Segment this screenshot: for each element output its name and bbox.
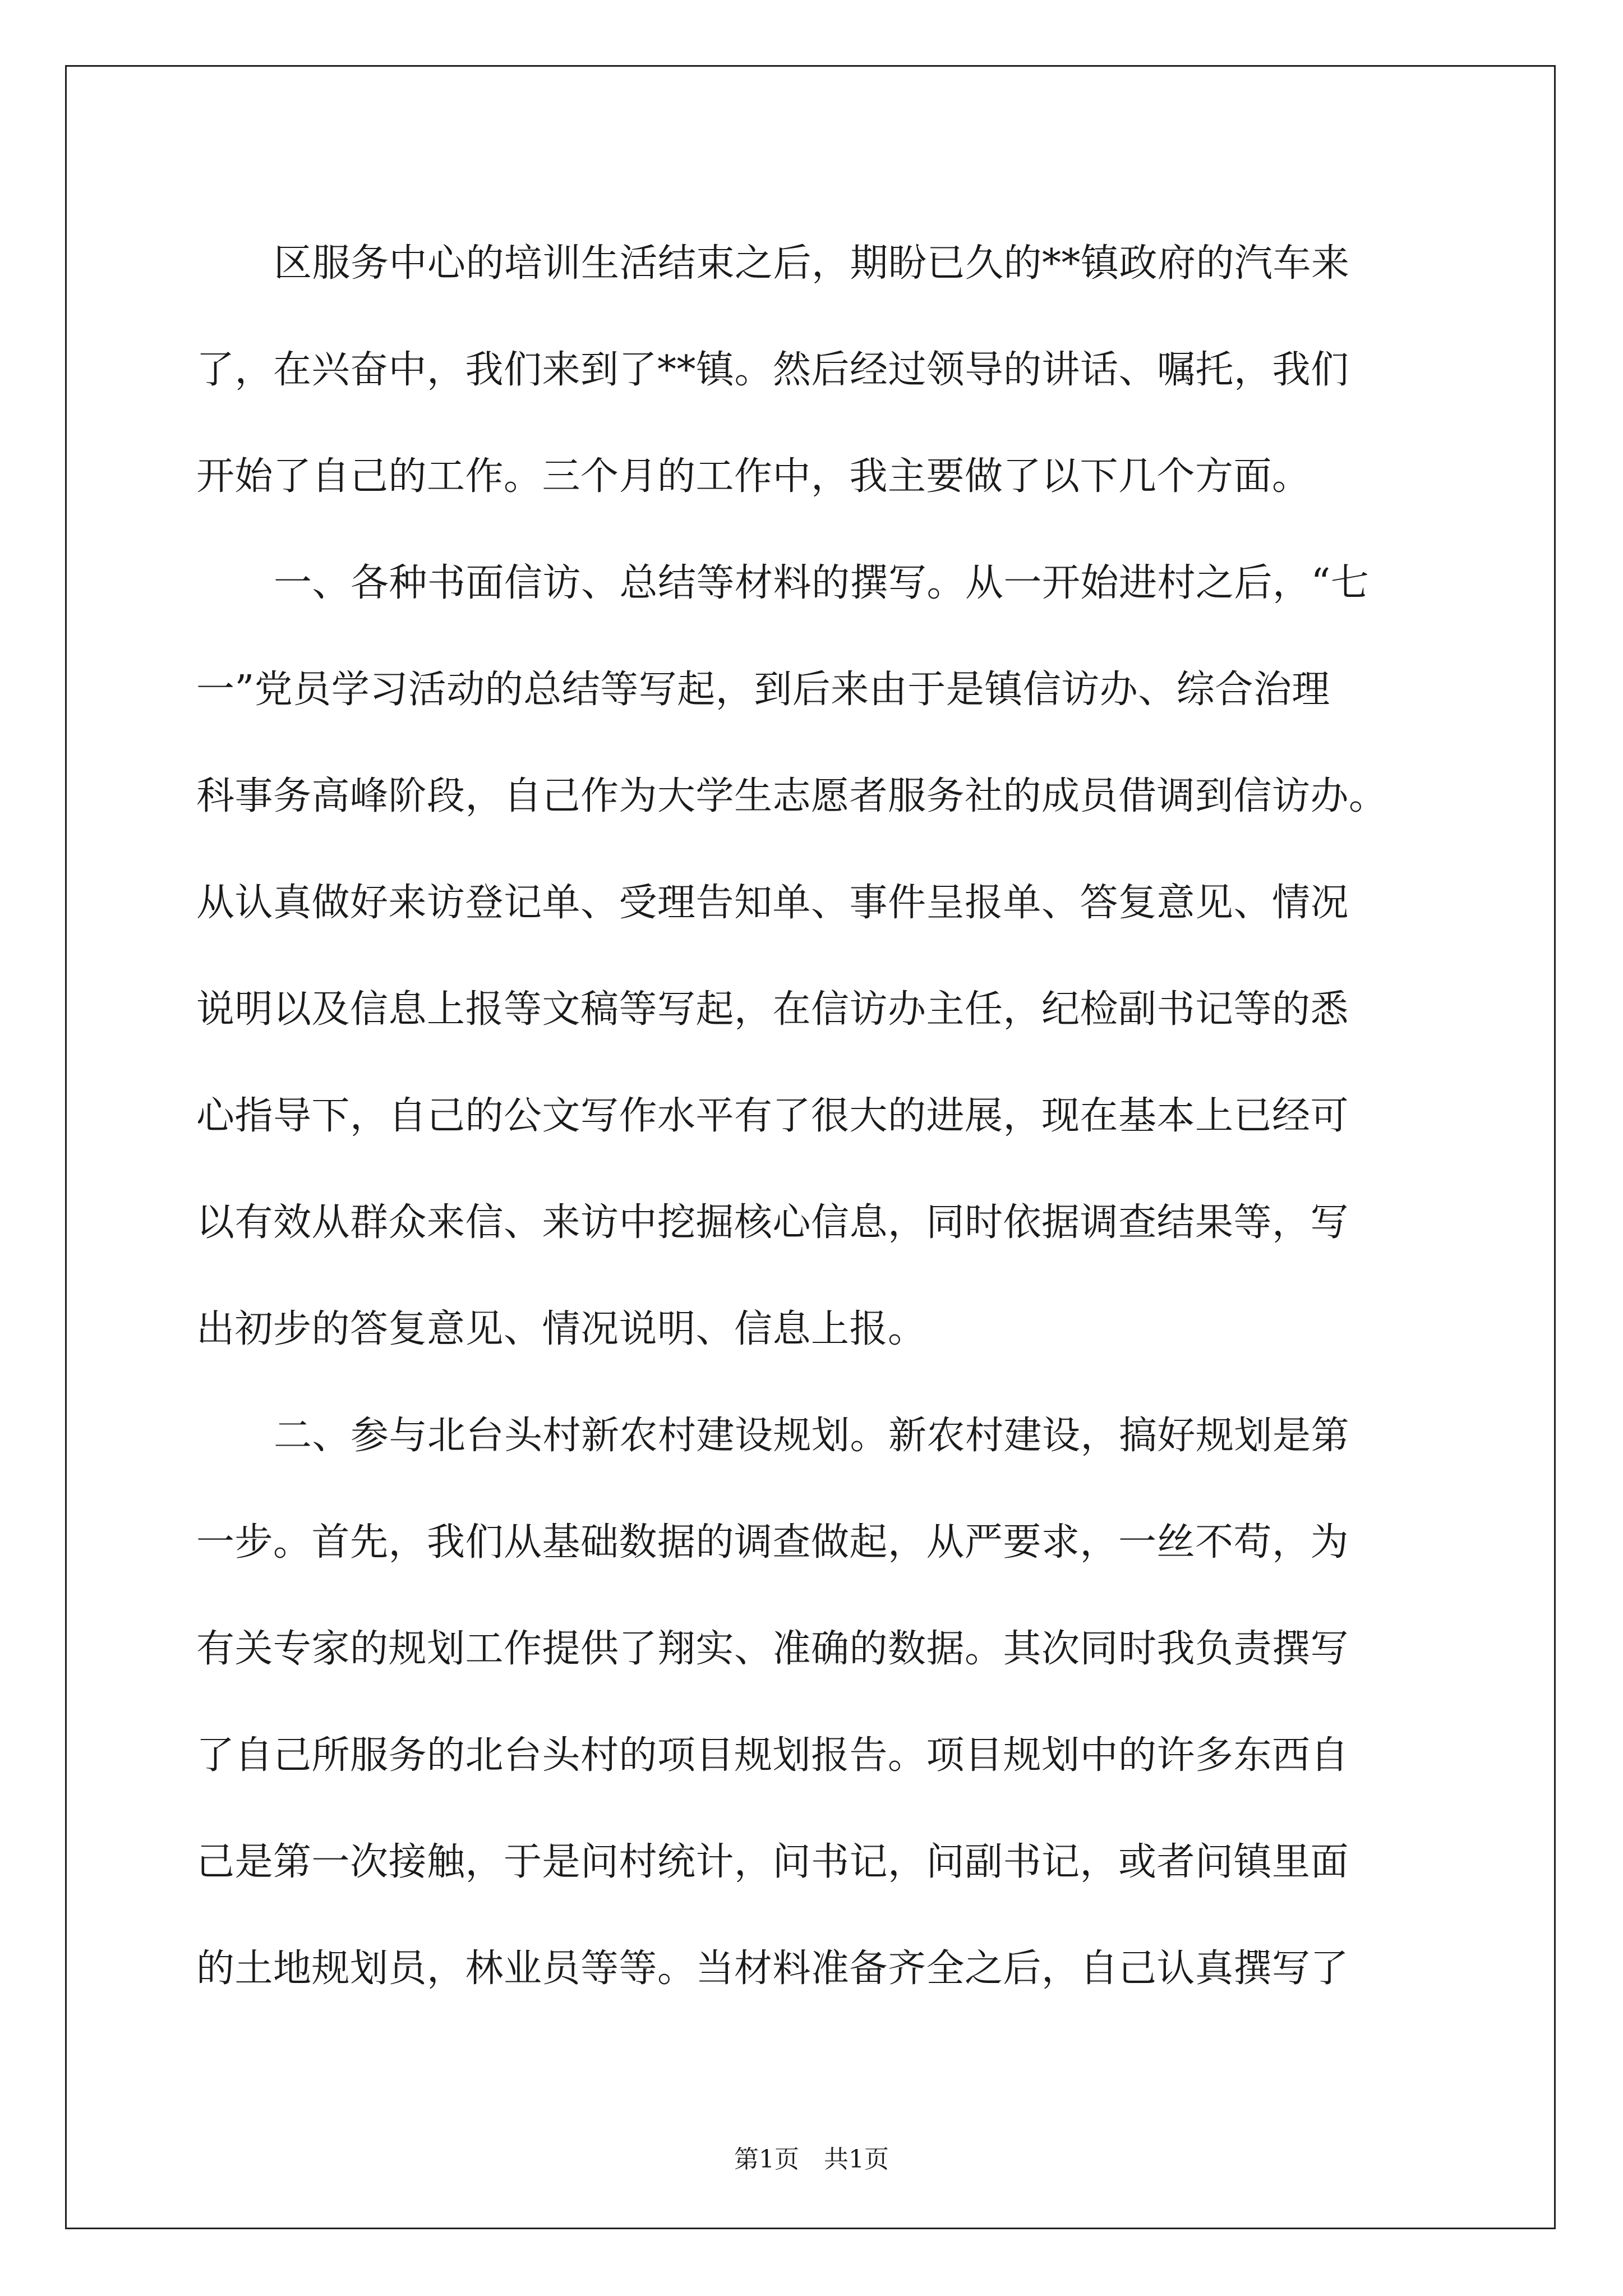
text-line: 开始了自己的工作。三个月的工作中，我主要做了以下几个方面。 [196,454,1311,499]
page-footer: 第1页 共1页 [734,2145,889,2174]
text-line: 己是第一次接触，于是问村统计，问书记，问副书记，或者问镇里面 [196,1840,1349,1884]
text-line: 以有效从群众来信、来访中挖掘核心信息，同时依据调查结果等，写 [196,1200,1349,1245]
text-line: 一”党员学习活动的总结等写起，到后来由于是镇信访办、综合治理 [196,668,1330,712]
text-line: 有关专家的规划工作提供了翔实、准确的数据。其次同时我负责撰写 [196,1627,1349,1671]
document-body [196,210,1424,2022]
text-line: 心指导下，自己的公文写作水平有了很大的进展，现在基本上已经可 [196,1094,1349,1138]
text-line: 区服务中心的培训生活结束之后，期盼已久的**镇政府的汽车来 [274,241,1350,286]
text-line: 从认真做好来访登记单、受理告知单、事件呈报单、答复意见、情况 [196,881,1349,925]
text-line: 说明以及信息上报等文稿等写起，在信访办主任，纪检副书记等的悉 [196,987,1349,1032]
text-line: 一、各种书面信访、总结等材料的撰写。从一开始进村之后，“七 [274,561,1370,605]
text-line: 二、参与北台头村新农村建设规划。新农村建设，搞好规划是第 [274,1414,1350,1458]
text-line: 一步。首先，我们从基础数据的调查做起，从严要求，一丝不苟，为 [196,1520,1349,1565]
text-line: 科事务高峰阶段，自己作为大学生志愿者服务社的成员借调到信访办。 [196,774,1387,818]
text-line: 的土地规划员，林业员等等。当材料准备齐全之后，自己认真撰写了 [196,1947,1349,1991]
text-line: 出初步的答复意见、情况说明、信息上报。 [196,1307,926,1351]
text-line: 了，在兴奋中，我们来到了**镇。然后经过领导的讲话、嘱托，我们 [196,348,1349,392]
text-line: 了自己所服务的北台头村的项目规划报告。项目规划中的许多东西自 [196,1733,1349,1778]
